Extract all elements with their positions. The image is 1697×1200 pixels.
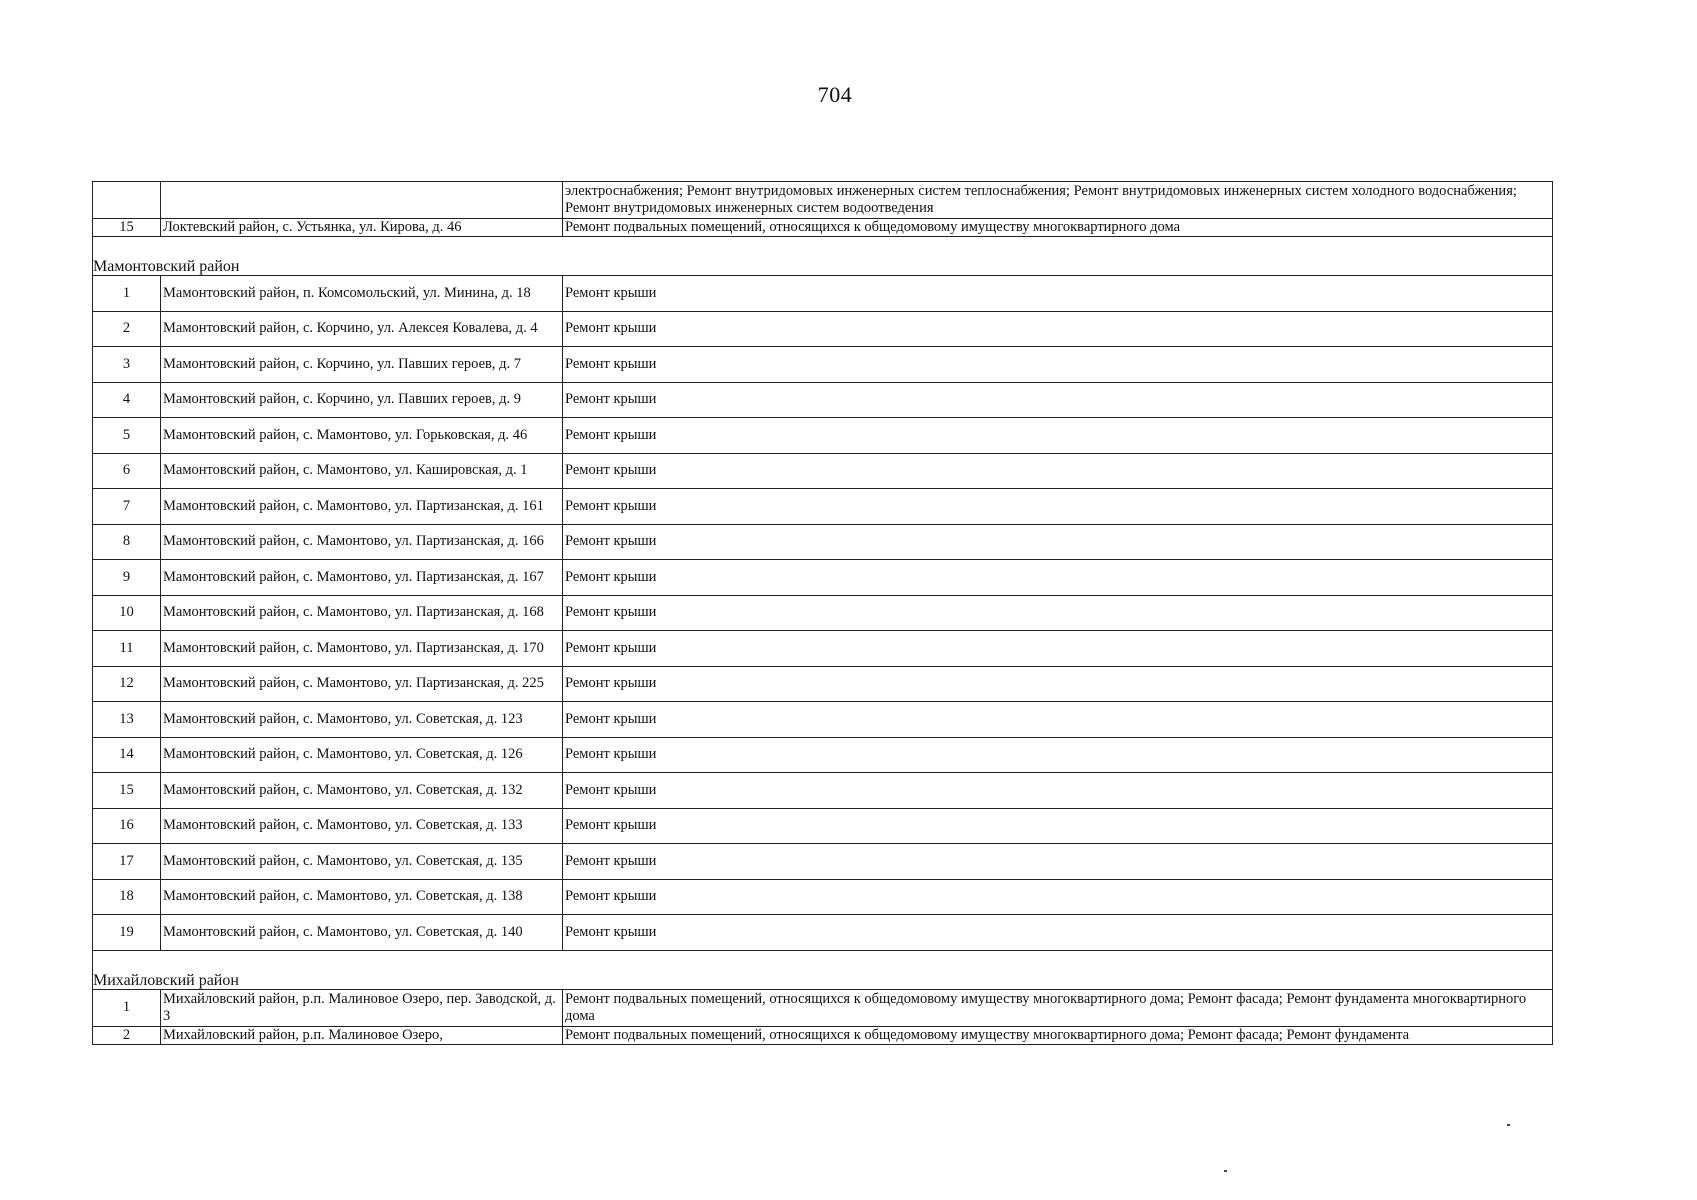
address-cell: Мамонтовский район, с. Мамонтово, ул. Советская, д. 140: [161, 915, 563, 951]
table-row: [93, 311, 1553, 347]
row-number: 16: [93, 808, 161, 844]
table-row: [93, 524, 1553, 560]
work-type-cell: Ремонт крыши: [563, 666, 1553, 702]
work-type-cell: Ремонт подвальных помещений, относящихся к общедомовому имуществу многоквартирного дома: [563, 219, 1553, 237]
address-cell: Мамонтовский район, с. Мамонтово, ул. Партизанская, д. 170: [161, 631, 563, 667]
work-type-cell: Ремонт крыши: [563, 560, 1553, 596]
row-number: 15: [93, 773, 161, 809]
table-row: [93, 915, 1553, 951]
work-type-cell: Ремонт крыши: [563, 276, 1553, 312]
address-cell: Мамонтовский район, с. Мамонтово, ул. Советская, д. 132: [161, 773, 563, 809]
address-cell: Локтевский район, с. Устьянка, ул. Кирова, д. 46: [161, 219, 563, 237]
work-type-cell: Ремонт крыши: [563, 808, 1553, 844]
row-number: [93, 182, 161, 219]
row-number: 7: [93, 489, 161, 525]
row-number: 9: [93, 560, 161, 596]
scan-speck: [1224, 1170, 1227, 1172]
row-number: 19: [93, 915, 161, 951]
section-header: [93, 950, 1553, 989]
table-row: [93, 560, 1553, 596]
work-type-cell: Ремонт подвальных помещений, относящихся к общедомовому имуществу многоквартирного дома; Ремонт фасада; Ремонт фундамента многоквартирного дома: [563, 989, 1553, 1026]
row-number: 8: [93, 524, 161, 560]
table-row: [93, 879, 1553, 915]
address-cell: [161, 182, 563, 219]
table-row: [93, 382, 1553, 418]
work-type-cell: Ремонт крыши: [563, 631, 1553, 667]
address-cell: Михайловский район, р.п. Малиновое Озеро,: [161, 1026, 563, 1044]
work-type-cell: Ремонт крыши: [563, 382, 1553, 418]
row-number: 14: [93, 737, 161, 773]
row-number: 4: [93, 382, 161, 418]
table-row: [93, 808, 1553, 844]
work-type-cell: Ремонт крыши: [563, 595, 1553, 631]
work-type-cell: Ремонт крыши: [563, 773, 1553, 809]
address-cell: Мамонтовский район, с. Мамонтово, ул. Партизанская, д. 168: [161, 595, 563, 631]
address-cell: Мамонтовский район, с. Мамонтово, ул. Кашировская, д. 1: [161, 453, 563, 489]
address-cell: Мамонтовский район, с. Корчино, ул. Павших героев, д. 7: [161, 347, 563, 383]
table-row: [93, 1026, 1553, 1044]
table-row: [93, 453, 1553, 489]
row-number: 2: [93, 311, 161, 347]
row-number: 1: [93, 989, 161, 1026]
address-cell: Мамонтовский район, с. Мамонтово, ул. Горьковская, д. 46: [161, 418, 563, 454]
row-number: 10: [93, 595, 161, 631]
table-row: [93, 347, 1553, 383]
table-row: [93, 489, 1553, 525]
row-number: 15: [93, 219, 161, 237]
row-number: 18: [93, 879, 161, 915]
row-number: 3: [93, 347, 161, 383]
address-cell: Мамонтовский район, с. Мамонтово, ул. Советская, д. 135: [161, 844, 563, 880]
address-cell: Мамонтовский район, с. Мамонтово, ул. Советская, д. 126: [161, 737, 563, 773]
section-header: [93, 237, 1553, 276]
table-row: [93, 219, 1553, 237]
address-cell: Мамонтовский район, с. Мамонтово, ул. Партизанская, д. 166: [161, 524, 563, 560]
table-row: [93, 773, 1553, 809]
table-row: [93, 702, 1553, 738]
row-number: 1: [93, 276, 161, 312]
address-cell: Михайловский район, р.п. Малиновое Озеро, пер. Заводской, д. 3: [161, 989, 563, 1026]
table-row: [93, 666, 1553, 702]
row-number: 11: [93, 631, 161, 667]
table-row: [93, 989, 1553, 1026]
work-type-cell: Ремонт подвальных помещений, относящихся к общедомовому имуществу многоквартирного дома; Ремонт фасада; Ремонт фундамента: [563, 1026, 1553, 1044]
address-cell: Мамонтовский район, с. Мамонтово, ул. Партизанская, д. 161: [161, 489, 563, 525]
table-row: [93, 595, 1553, 631]
address-cell: Мамонтовский район, с. Мамонтово, ул. Советская, д. 133: [161, 808, 563, 844]
row-number: 2: [93, 1026, 161, 1044]
work-type-cell: Ремонт крыши: [563, 524, 1553, 560]
table-row: [93, 844, 1553, 880]
address-cell: Мамонтовский район, с. Мамонтово, ул. Партизанская, д. 225: [161, 666, 563, 702]
table-row: [93, 182, 1553, 219]
work-type-cell: Ремонт крыши: [563, 347, 1553, 383]
address-cell: Мамонтовский район, с. Мамонтово, ул. Советская, д. 123: [161, 702, 563, 738]
row-number: 17: [93, 844, 161, 880]
work-type-cell: Ремонт крыши: [563, 453, 1553, 489]
table-row: [93, 737, 1553, 773]
work-type-cell: электроснабжения; Ремонт внутридомовых инженерных систем теплоснабжения; Ремонт внутридомовых инженерных систем холодного водоснабжения; Ремонт внутридомовых инженерных систем водоотведения: [563, 182, 1553, 219]
work-type-cell: Ремонт крыши: [563, 702, 1553, 738]
section-header-row: [93, 950, 1553, 989]
scan-speck: [1507, 1124, 1510, 1126]
row-number: 6: [93, 453, 161, 489]
work-type-cell: Ремонт крыши: [563, 879, 1553, 915]
table-row: [93, 418, 1553, 454]
row-number: 5: [93, 418, 161, 454]
row-number: 12: [93, 666, 161, 702]
row-number: 13: [93, 702, 161, 738]
table-body: [93, 182, 1553, 1045]
page-number: 704: [817, 82, 853, 107]
address-cell: Мамонтовский район, с. Корчино, ул. Павших героев, д. 9: [161, 382, 563, 418]
section-title: Мамонтовский район: [93, 258, 240, 275]
repair-table: [92, 181, 1553, 1045]
table-row: [93, 631, 1553, 667]
table-row: [93, 276, 1553, 312]
address-cell: Мамонтовский район, п. Комсомольский, ул. Минина, д. 18: [161, 276, 563, 312]
address-cell: Мамонтовский район, с. Корчино, ул. Алексея Ковалева, д. 4: [161, 311, 563, 347]
address-cell: Мамонтовский район, с. Мамонтово, ул. Партизанская, д. 167: [161, 560, 563, 596]
work-type-cell: Ремонт крыши: [563, 737, 1553, 773]
work-type-cell: Ремонт крыши: [563, 418, 1553, 454]
address-cell: Мамонтовский район, с. Мамонтово, ул. Советская, д. 138: [161, 879, 563, 915]
section-header-row: [93, 237, 1553, 276]
work-type-cell: Ремонт крыши: [563, 489, 1553, 525]
section-title: Михайловский район: [93, 971, 239, 989]
work-type-cell: Ремонт крыши: [563, 844, 1553, 880]
work-type-cell: Ремонт крыши: [563, 915, 1553, 951]
work-type-cell: Ремонт крыши: [563, 311, 1553, 347]
